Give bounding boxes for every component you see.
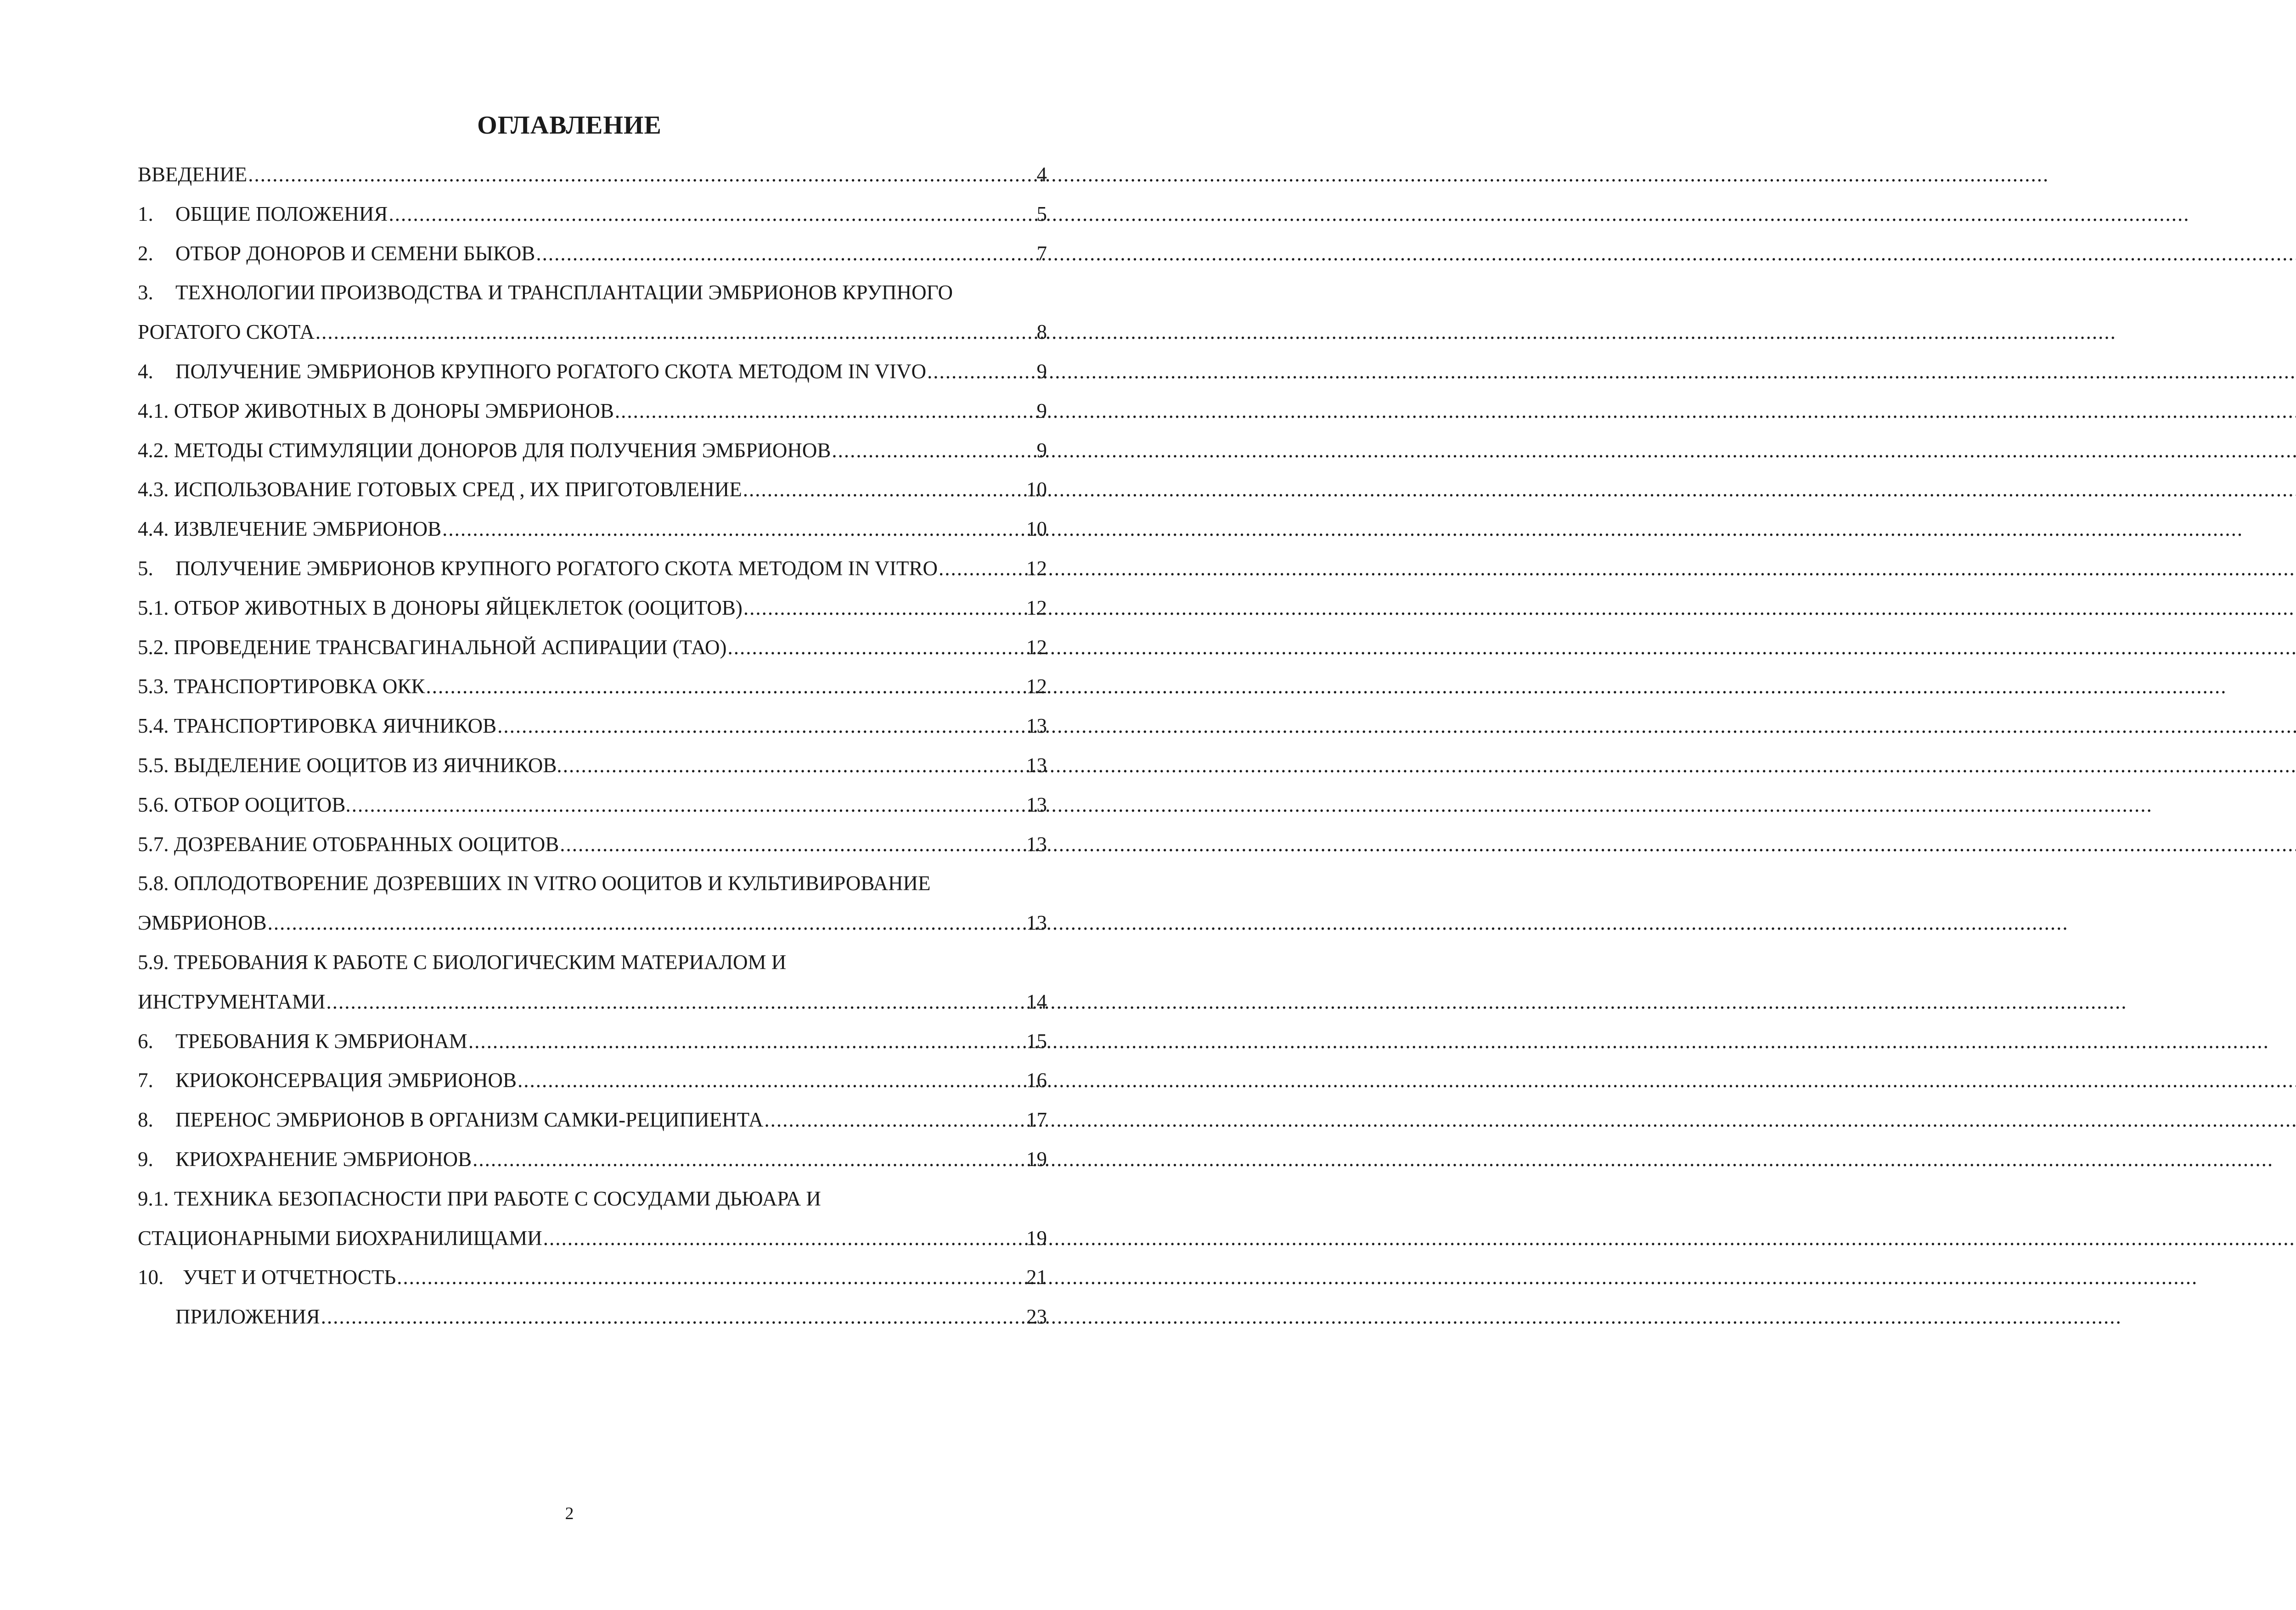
toc-entry-page: 13 (1026, 714, 1047, 738)
dot-leader (543, 1219, 1025, 1258)
toc-entry-title: 5.1. ОТБОР ЖИВОТНЫХ В ДОНОРЫ ЯЙЦЕКЛЕТОК (ООЦИТОВ) (138, 596, 743, 619)
toc-entry-title: ЭМБРИОНОВ (138, 911, 267, 935)
toc-entry-section-4-1[interactable] (138, 392, 1047, 431)
toc-entry-section-5-9[interactable] (138, 943, 1047, 982)
toc-entry-title: 4.1. ОТБОР ЖИВОТНЫХ В ДОНОРЫ ЭМБРИОНОВ (138, 399, 614, 422)
toc-entry-page: 7 (1036, 241, 1047, 265)
dot-leader (248, 155, 1035, 195)
dot-leader (743, 589, 1025, 628)
toc-entry-section-4[interactable] (138, 352, 1047, 392)
toc-entry-title: 5.3. ТРАНСПОРТИРОВКА ОКК (138, 675, 425, 698)
toc-entry-section-5-9-continued[interactable] (138, 982, 1047, 1022)
toc-entry-page: 12 (1026, 635, 1047, 659)
toc-entry-section-4-4[interactable] (138, 510, 1047, 549)
toc-entry-title: ТРЕБОВАНИЯ К ЭМБРИОНАМ (175, 1029, 467, 1053)
toc-entry-title: ТЕХНОЛОГИИ ПРОИЗВОДСТВА И ТРАНСПЛАНТАЦИИ ЭМБРИОНОВ КРУПНОГО (175, 281, 953, 304)
toc-entry-title: СТАЦИОНАРНЫМИ БИОХРАНИЛИЩАМИ (138, 1226, 542, 1250)
toc-entry-title: 5.7. ДОЗРЕВАНИЕ ОТОБРАННЫХ ООЦИТОВ (138, 832, 559, 856)
toc-entry-page: 23 (1026, 1305, 1047, 1329)
toc-entry-section-3[interactable] (138, 273, 1047, 313)
toc-entry-page: 16 (1026, 1069, 1047, 1092)
toc-entry-page: 9 (1036, 399, 1047, 422)
dot-leader (560, 825, 1025, 864)
toc-entry-title: 5.9. ТРЕБОВАНИЯ К РАБОТЕ С БИОЛОГИЧЕСКИМ МАТЕРИАЛОМ И (138, 950, 787, 974)
toc-entry-title: ПОЛУЧЕНИЕ ЭМБРИОНОВ КРУПНОГО РОГАТОГО СКОТА МЕТОДОМ IN VIVO (175, 359, 927, 383)
toc-entry-section-3-continued[interactable] (138, 313, 1047, 352)
toc-entry-page: 13 (1026, 911, 1047, 935)
toc-entry-number: 5. (138, 556, 153, 580)
toc-entry-title: КРИОХРАНЕНИЕ ЭМБРИОНОВ (175, 1147, 472, 1171)
toc-entry-title: 5.8. ОПЛОДОТВОРЕНИЕ ДОЗРЕВШИХ IN VITRO ООЦИТОВ И КУЛЬТИВИРОВАНИЕ (138, 872, 931, 895)
toc-entry-page: 9 (1036, 438, 1047, 462)
toc-entry-section-9[interactable] (138, 1140, 1047, 1179)
toc-entry-title: 5.4. ТРАНСПОРТИРОВКА ЯИЧНИКОВ (138, 714, 497, 738)
toc-entry-number: 9. (138, 1147, 153, 1171)
toc-entry-section-5-6[interactable] (138, 785, 1047, 825)
toc-entry-section-4-3[interactable] (138, 470, 1047, 510)
toc-entry-page: 21 (1026, 1266, 1047, 1289)
dot-leader (352, 785, 1025, 825)
toc-entry-appendices[interactable] (138, 1297, 1047, 1337)
toc-entry-title: ОТБОР ДОНОРОВ И СЕМЕНИ БЫКОВ (175, 241, 535, 265)
toc-entry-page: 9 (1036, 359, 1047, 383)
toc-entry-number: 10. (138, 1266, 164, 1289)
toc-entry-section-5-5[interactable] (138, 746, 1047, 785)
toc-entry-title: ВВЕДЕНИЕ (138, 163, 248, 186)
dot-leader (473, 1140, 1025, 1179)
toc-entry-page: 12 (1026, 675, 1047, 698)
toc-entry-title: 4.4. ИЗВЛЕЧЕНИЕ ЭМБРИОНОВ (138, 517, 442, 541)
toc-entry-title: 5.2. ПРОВЕДЕНИЕ ТРАНСВАГИНАЛЬНОЙ АСПИРАЦИИ (ТАО) (138, 635, 727, 659)
toc-entry-number: 8. (138, 1108, 153, 1132)
dot-leader (442, 510, 1025, 549)
dot-leader (497, 707, 1025, 746)
dot-leader (615, 392, 1036, 431)
toc-entry-section-5-8[interactable] (138, 864, 1047, 903)
page-title: ОГЛАВЛЕНИЕ (477, 111, 662, 140)
dot-leader (927, 352, 1035, 392)
dot-leader (388, 195, 1035, 234)
toc-entry-page: 13 (1026, 832, 1047, 856)
dot-leader (728, 628, 1025, 668)
toc-entry-page: 13 (1026, 793, 1047, 816)
dot-leader (468, 1022, 1025, 1061)
dot-leader (939, 549, 1025, 589)
toc-entry-section-2[interactable] (138, 234, 1047, 274)
dot-leader (315, 313, 1036, 352)
toc-entry-page: 10 (1026, 478, 1047, 501)
toc-entry-page: 4 (1036, 163, 1047, 186)
toc-entry-section-5-3[interactable] (138, 667, 1047, 707)
toc-entry-section-5[interactable] (138, 549, 1047, 589)
page-number: 2 (565, 1504, 574, 1523)
toc-entry-number: 3. (138, 281, 153, 304)
dot-leader (426, 667, 1025, 707)
toc-entry-title: ПЕРЕНОС ЭМБРИОНОВ В ОРГАНИЗМ САМКИ-РЕЦИПИЕНТА (175, 1108, 764, 1132)
dot-leader (764, 1100, 1025, 1140)
toc-entry-section-5-7[interactable] (138, 825, 1047, 864)
toc-entry-page: 15 (1026, 1029, 1047, 1053)
toc-entry-section-4-2[interactable] (138, 431, 1047, 471)
toc-entry-page: 17 (1026, 1108, 1047, 1132)
dot-leader (321, 1297, 1025, 1337)
dot-leader (268, 903, 1025, 943)
toc-entry-title: УЧЕТ И ОТЧЕТНОСТЬ (183, 1266, 396, 1289)
dot-leader (518, 1061, 1025, 1100)
toc-entry-page: 13 (1026, 753, 1047, 777)
toc-entry-title: 4.2. МЕТОДЫ СТИМУЛЯЦИИ ДОНОРОВ ДЛЯ ПОЛУЧЕНИЯ ЭМБРИОНОВ (138, 438, 831, 462)
toc-entry-page: 19 (1026, 1147, 1047, 1171)
table-of-contents (138, 155, 1047, 1337)
toc-entry-section-5-8-continued[interactable] (138, 903, 1047, 943)
dot-leader (832, 431, 1035, 471)
toc-entry-title: 5.6. ОТБОР ООЦИТОВ. (138, 793, 351, 816)
toc-entry-title: 9.1. ТЕХНИКА БЕЗОПАСНОСТИ ПРИ РАБОТЕ С СОСУДАМИ ДЬЮАРА И (138, 1187, 821, 1210)
toc-entry-page: 8 (1036, 320, 1047, 344)
toc-entry-page: 12 (1026, 596, 1047, 619)
toc-entry-page: 12 (1026, 556, 1047, 580)
toc-entry-page: 5 (1036, 202, 1047, 225)
toc-entry-title: РОГАТОГО СКОТА (138, 320, 315, 344)
dot-leader (536, 234, 1035, 274)
toc-entry-section-5-4[interactable] (138, 707, 1047, 746)
toc-entry-section-5-2[interactable] (138, 628, 1047, 668)
toc-entry-section-7[interactable] (138, 1061, 1047, 1100)
toc-entry-title: ПРИЛОЖЕНИЯ (175, 1305, 320, 1329)
toc-entry-page: 19 (1026, 1226, 1047, 1250)
toc-entry-number: 4. (138, 359, 153, 383)
toc-entry-number: 1. (138, 202, 153, 225)
dot-leader (326, 982, 1025, 1022)
dot-leader (563, 746, 1025, 785)
toc-entry-page: 14 (1026, 990, 1047, 1013)
toc-entry-section-5-1[interactable] (138, 589, 1047, 628)
toc-entry-title: КРИОКОНСЕРВАЦИЯ ЭМБРИОНОВ (175, 1069, 517, 1092)
toc-entry-section-8[interactable] (138, 1100, 1047, 1140)
toc-entry-section-6[interactable] (138, 1022, 1047, 1061)
toc-entry-number: 2. (138, 241, 153, 265)
toc-entry-number: 6. (138, 1029, 153, 1053)
dot-leader (397, 1258, 1025, 1297)
toc-entry-section-9-1-continued[interactable] (138, 1219, 1047, 1258)
toc-entry-title: 5.5. ВЫДЕЛЕНИЕ ООЦИТОВ ИЗ ЯИЧНИКОВ. (138, 753, 562, 777)
toc-entry-section-1[interactable] (138, 195, 1047, 234)
toc-entry-title: ПОЛУЧЕНИЕ ЭМБРИОНОВ КРУПНОГО РОГАТОГО СКОТА МЕТОДОМ IN VITRO (175, 556, 938, 580)
toc-entry-introduction[interactable] (138, 155, 1047, 195)
toc-entry-title: ИНСТРУМЕНТАМИ (138, 990, 326, 1013)
toc-entry-section-10[interactable] (138, 1258, 1047, 1297)
toc-entry-section-9-1[interactable] (138, 1179, 1047, 1219)
toc-entry-number: 7. (138, 1069, 153, 1092)
toc-entry-title: 4.3. ИСПОЛЬЗОВАНИЕ ГОТОВЫХ СРЕД , ИХ ПРИГОТОВЛЕНИЕ (138, 478, 742, 501)
toc-entry-title: ОБЩИЕ ПОЛОЖЕНИЯ (175, 202, 388, 225)
dot-leader (743, 470, 1025, 510)
toc-entry-page: 10 (1026, 517, 1047, 541)
